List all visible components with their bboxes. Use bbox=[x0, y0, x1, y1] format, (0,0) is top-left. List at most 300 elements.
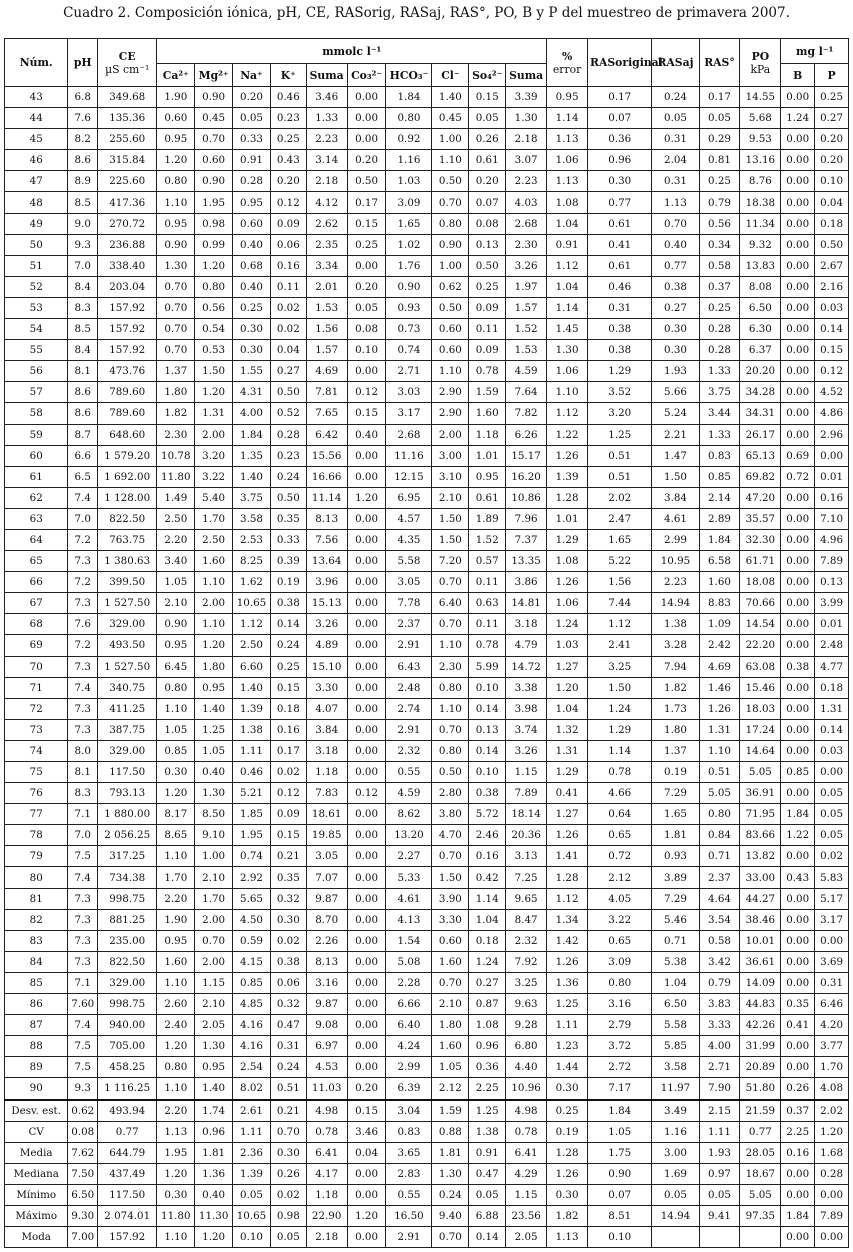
header-ion-mg: Mg²⁺ bbox=[195, 64, 233, 87]
cell-ras-aj: 0.40 bbox=[652, 234, 699, 255]
cell-ras-original: 3.52 bbox=[588, 382, 652, 403]
cell-ca: 6.45 bbox=[157, 656, 195, 677]
cell-suma-cations: 6.97 bbox=[306, 1036, 347, 1057]
cell-na: 1.12 bbox=[233, 614, 271, 635]
cell-b: 0.00 bbox=[781, 972, 815, 993]
cell-ras-original: 4.66 bbox=[588, 783, 652, 804]
cell-na: 4.16 bbox=[233, 1015, 271, 1036]
cell-na: 4.00 bbox=[233, 403, 271, 424]
cell-na: 1.38 bbox=[233, 719, 271, 740]
cell-na: 4.85 bbox=[233, 994, 271, 1015]
cell-ras-aj: 4.61 bbox=[652, 508, 699, 529]
cell-co3: 0.00 bbox=[347, 129, 386, 150]
cell-mg: 1.00 bbox=[195, 846, 233, 867]
cell-suma-cations: 2.26 bbox=[306, 930, 347, 951]
cell-so4: 0.25 bbox=[469, 276, 506, 297]
cell-na: 1.40 bbox=[233, 677, 271, 698]
cell-p: 0.05 bbox=[815, 783, 849, 804]
cell-num: 87 bbox=[5, 1015, 68, 1036]
cell-k: 0.16 bbox=[270, 255, 306, 276]
stats-row bbox=[5, 1142, 849, 1163]
cell-ph: 7.3 bbox=[68, 951, 98, 972]
cell-hco3: 1.76 bbox=[386, 255, 432, 276]
cell-p: 0.10 bbox=[815, 171, 849, 192]
cell-ph: 7.2 bbox=[68, 529, 98, 550]
cell-suma-anions: 3.26 bbox=[506, 740, 547, 761]
cell-cl: 1.05 bbox=[432, 1057, 469, 1078]
cell-ras-aj: 0.93 bbox=[652, 846, 699, 867]
cell-b: 0.00 bbox=[781, 614, 815, 635]
cell-k: 0.25 bbox=[270, 656, 306, 677]
table-row bbox=[5, 762, 849, 783]
cell-k: 0.50 bbox=[270, 382, 306, 403]
cell-p: 4.08 bbox=[815, 1078, 849, 1100]
cell-co3: 0.00 bbox=[347, 825, 386, 846]
cell-ras-o: 9.41 bbox=[699, 1205, 740, 1226]
cell-ce: 1 880.00 bbox=[98, 804, 157, 825]
header-ion-co3: Co₃²⁻ bbox=[347, 64, 386, 87]
cell-p: 4.77 bbox=[815, 656, 849, 677]
cell-na: 0.25 bbox=[233, 297, 271, 318]
cell-ca: 1.37 bbox=[157, 361, 195, 382]
cell-hco3: 2.68 bbox=[386, 424, 432, 445]
cell-suma-anions: 7.96 bbox=[506, 508, 547, 529]
cell-hco3: 5.33 bbox=[386, 867, 432, 888]
cell-ras-original: 1.14 bbox=[588, 740, 652, 761]
cell-ph: 8.6 bbox=[68, 150, 98, 171]
cell-na: 1.39 bbox=[233, 1163, 271, 1184]
cell-b: 0.00 bbox=[781, 1036, 815, 1057]
cell-co3: 0.00 bbox=[347, 508, 386, 529]
cell-suma-cations: 1.56 bbox=[306, 319, 347, 340]
cell-ras-original: 2.47 bbox=[588, 508, 652, 529]
cell-hco3: 2.83 bbox=[386, 1163, 432, 1184]
cell-ce: 399.50 bbox=[98, 572, 157, 593]
cell-suma-cations: 4.53 bbox=[306, 1057, 347, 1078]
cell-ras-aj: 1.69 bbox=[652, 1163, 699, 1184]
cell-ras-o: 1.33 bbox=[699, 361, 740, 382]
cell-so4: 0.10 bbox=[469, 677, 506, 698]
cell-po: 6.30 bbox=[740, 319, 781, 340]
cell-b: 0.38 bbox=[781, 656, 815, 677]
cell-so4: 0.42 bbox=[469, 867, 506, 888]
table-row bbox=[5, 1078, 849, 1100]
header-ion-k: K⁺ bbox=[270, 64, 306, 87]
cell-mg: 0.54 bbox=[195, 319, 233, 340]
cell-b: 0.00 bbox=[781, 1057, 815, 1078]
cell-error: 1.31 bbox=[547, 740, 588, 761]
cell-suma-anions: 2.23 bbox=[506, 171, 547, 192]
cell-co3: 0.08 bbox=[347, 319, 386, 340]
cell-ce: 236.88 bbox=[98, 234, 157, 255]
cell-suma-cations: 19.85 bbox=[306, 825, 347, 846]
cell-ce: 157.92 bbox=[98, 340, 157, 361]
cell-num: 67 bbox=[5, 593, 68, 614]
cell-p: 0.01 bbox=[815, 466, 849, 487]
cell-b: 0.26 bbox=[781, 1078, 815, 1100]
cell-error: 1.08 bbox=[547, 551, 588, 572]
cell-na: 8.02 bbox=[233, 1078, 271, 1100]
cell-cl: 3.80 bbox=[432, 804, 469, 825]
cell-ca: 11.80 bbox=[157, 1205, 195, 1226]
cell-so4: 0.15 bbox=[469, 87, 506, 108]
cell-suma-cations: 8.13 bbox=[306, 508, 347, 529]
cell-error: 1.28 bbox=[547, 487, 588, 508]
cell-error: 1.06 bbox=[547, 150, 588, 171]
cell-k: 0.21 bbox=[270, 846, 306, 867]
cell-co3: 1.20 bbox=[347, 1205, 386, 1226]
header-ion-hco3: HCO₃⁻ bbox=[386, 64, 432, 87]
header-ion-suma-anions: Suma bbox=[506, 64, 547, 87]
cell-ca: 0.90 bbox=[157, 614, 195, 635]
cell-ras-o: 0.05 bbox=[699, 108, 740, 129]
cell-ce: 493.50 bbox=[98, 635, 157, 656]
cell-ce: 789.60 bbox=[98, 382, 157, 403]
cell-ph: 8.6 bbox=[68, 382, 98, 403]
cell-ce: 329.00 bbox=[98, 614, 157, 635]
cell-co3: 0.00 bbox=[347, 762, 386, 783]
cell-co3: 0.00 bbox=[347, 740, 386, 761]
cell-ca: 1.20 bbox=[157, 783, 195, 804]
cell-k: 0.09 bbox=[270, 213, 306, 234]
cell-k: 0.02 bbox=[270, 762, 306, 783]
cell-cl: 0.80 bbox=[432, 677, 469, 698]
cell-num: 44 bbox=[5, 108, 68, 129]
cell-p: 0.14 bbox=[815, 319, 849, 340]
cell-na: 4.15 bbox=[233, 951, 271, 972]
cell-ras-original: 0.77 bbox=[588, 192, 652, 213]
cell-po: 20.89 bbox=[740, 1057, 781, 1078]
cell-so4: 0.27 bbox=[469, 972, 506, 993]
cell-na: 6.60 bbox=[233, 656, 271, 677]
cell-num: 76 bbox=[5, 783, 68, 804]
cell-k: 0.35 bbox=[270, 867, 306, 888]
cell-b: 0.00 bbox=[781, 297, 815, 318]
cell-ras-aj: 5.24 bbox=[652, 403, 699, 424]
cell-cl: 3.10 bbox=[432, 466, 469, 487]
cell-po: 31.99 bbox=[740, 1036, 781, 1057]
cell-suma-anions: 4.79 bbox=[506, 635, 547, 656]
cell-k: 0.32 bbox=[270, 888, 306, 909]
cell-ras-original: 0.07 bbox=[588, 1184, 652, 1205]
cell-suma-cations: 3.26 bbox=[306, 614, 347, 635]
cell-ce: 644.79 bbox=[98, 1142, 157, 1163]
cell-mg: 1.20 bbox=[195, 635, 233, 656]
table-row bbox=[5, 529, 849, 550]
header-ion-na: Na⁺ bbox=[233, 64, 271, 87]
table-row bbox=[5, 213, 849, 234]
cell-na: 2.61 bbox=[233, 1100, 271, 1122]
cell-suma-cations: 15.56 bbox=[306, 445, 347, 466]
cell-ph: 8.0 bbox=[68, 740, 98, 761]
cell-na: 1.84 bbox=[233, 424, 271, 445]
cell-ph: 7.60 bbox=[68, 994, 98, 1015]
stats-row bbox=[5, 1227, 849, 1248]
cell-ras-o: 0.83 bbox=[699, 445, 740, 466]
cell-ca: 1.60 bbox=[157, 951, 195, 972]
header-mgl: mg l⁻¹ bbox=[781, 39, 849, 64]
cell-na: 8.25 bbox=[233, 551, 271, 572]
cell-ras-o: 0.28 bbox=[699, 340, 740, 361]
cell-num: 85 bbox=[5, 972, 68, 993]
cell-co3: 0.15 bbox=[347, 403, 386, 424]
cell-suma-anions: 10.86 bbox=[506, 487, 547, 508]
cell-p: 2.48 bbox=[815, 635, 849, 656]
cell-ce: 157.92 bbox=[98, 297, 157, 318]
cell-cl: 3.00 bbox=[432, 445, 469, 466]
cell-cl: 0.88 bbox=[432, 1121, 469, 1142]
cell-mg: 1.20 bbox=[195, 382, 233, 403]
cell-p: 0.00 bbox=[815, 1184, 849, 1205]
cell-num: 83 bbox=[5, 930, 68, 951]
cell-error: 1.26 bbox=[547, 445, 588, 466]
cell-na: 0.74 bbox=[233, 846, 271, 867]
cell-ras-original: 0.17 bbox=[588, 87, 652, 108]
cell-ca: 2.20 bbox=[157, 888, 195, 909]
cell-cl: 0.70 bbox=[432, 719, 469, 740]
cell-suma-cations: 7.83 bbox=[306, 783, 347, 804]
cell-hco3: 1.84 bbox=[386, 87, 432, 108]
cell-k: 0.23 bbox=[270, 108, 306, 129]
cell-na: 2.53 bbox=[233, 529, 271, 550]
table-row bbox=[5, 424, 849, 445]
cell-ras-o: 0.51 bbox=[699, 762, 740, 783]
cell-k: 0.20 bbox=[270, 171, 306, 192]
cell-num: 90 bbox=[5, 1078, 68, 1100]
cell-so4: 0.05 bbox=[469, 108, 506, 129]
cell-suma-cations: 3.84 bbox=[306, 719, 347, 740]
cell-p: 7.89 bbox=[815, 1205, 849, 1226]
cell-suma-cations: 7.56 bbox=[306, 529, 347, 550]
cell-ras-o: 0.05 bbox=[699, 1184, 740, 1205]
cell-k: 0.12 bbox=[270, 192, 306, 213]
cell-suma-cations: 9.87 bbox=[306, 994, 347, 1015]
cell-ras-o: 0.79 bbox=[699, 192, 740, 213]
cell-na: 10.65 bbox=[233, 593, 271, 614]
cell-ce: 340.75 bbox=[98, 677, 157, 698]
cell-mg: 1.20 bbox=[195, 255, 233, 276]
cell-ce: 329.00 bbox=[98, 972, 157, 993]
table-row bbox=[5, 382, 849, 403]
cell-ras-o: 2.15 bbox=[699, 1100, 740, 1122]
cell-ca: 1.10 bbox=[157, 972, 195, 993]
cell-k: 0.47 bbox=[270, 1015, 306, 1036]
cell-ce: 822.50 bbox=[98, 508, 157, 529]
cell-hco3: 2.27 bbox=[386, 846, 432, 867]
cell-co3: 0.00 bbox=[347, 87, 386, 108]
header-p: P bbox=[815, 64, 849, 87]
cell-suma-anions: 18.14 bbox=[506, 804, 547, 825]
cell-so4: 0.96 bbox=[469, 1036, 506, 1057]
cell-mg: 1.25 bbox=[195, 719, 233, 740]
cell-co3: 0.00 bbox=[347, 994, 386, 1015]
cell-ras-aj: 5.58 bbox=[652, 1015, 699, 1036]
cell-mg: 5.40 bbox=[195, 487, 233, 508]
table-row bbox=[5, 340, 849, 361]
stat-label: CV bbox=[5, 1121, 68, 1142]
cell-k: 0.98 bbox=[270, 1205, 306, 1226]
cell-ph: 8.6 bbox=[68, 403, 98, 424]
header-ras-original: RASoriginal bbox=[588, 39, 652, 87]
cell-b: 0.00 bbox=[781, 382, 815, 403]
cell-error: 1.13 bbox=[547, 1227, 588, 1248]
cell-b: 0.00 bbox=[781, 551, 815, 572]
cell-error: 1.27 bbox=[547, 656, 588, 677]
cell-cl: 1.30 bbox=[432, 1163, 469, 1184]
cell-num: 56 bbox=[5, 361, 68, 382]
cell-po: 44.83 bbox=[740, 994, 781, 1015]
cell-cl: 1.60 bbox=[432, 951, 469, 972]
cell-ras-original: 0.65 bbox=[588, 825, 652, 846]
cell-b: 0.00 bbox=[781, 783, 815, 804]
cell-so4: 1.59 bbox=[469, 382, 506, 403]
cell-so4: 0.47 bbox=[469, 1163, 506, 1184]
cell-po: 15.46 bbox=[740, 677, 781, 698]
cell-co3: 0.00 bbox=[347, 930, 386, 951]
cell-ras-o: 8.83 bbox=[699, 593, 740, 614]
cell-hco3: 3.04 bbox=[386, 1100, 432, 1122]
cell-b: 0.41 bbox=[781, 1015, 815, 1036]
cell-ras-original: 2.12 bbox=[588, 867, 652, 888]
cell-na: 1.40 bbox=[233, 466, 271, 487]
cell-suma-anions: 3.39 bbox=[506, 87, 547, 108]
cell-ras-original: 0.36 bbox=[588, 129, 652, 150]
table-row bbox=[5, 234, 849, 255]
cell-na: 0.05 bbox=[233, 108, 271, 129]
cell-num: 89 bbox=[5, 1057, 68, 1078]
cell-hco3: 0.74 bbox=[386, 340, 432, 361]
cell-error: 1.30 bbox=[547, 340, 588, 361]
cell-cl: 0.80 bbox=[432, 213, 469, 234]
cell-po: 0.77 bbox=[740, 1121, 781, 1142]
cell-so4: 2.46 bbox=[469, 825, 506, 846]
table-row bbox=[5, 825, 849, 846]
cell-p: 0.50 bbox=[815, 234, 849, 255]
cell-hco3: 3.65 bbox=[386, 1142, 432, 1163]
cell-ca: 0.80 bbox=[157, 171, 195, 192]
cell-so4: 1.24 bbox=[469, 951, 506, 972]
cell-suma-anions: 1.97 bbox=[506, 276, 547, 297]
header-ras-o: RAS° bbox=[699, 39, 740, 87]
stat-label: Media bbox=[5, 1142, 68, 1163]
cell-ras-o: 2.71 bbox=[699, 1057, 740, 1078]
cell-hco3: 11.16 bbox=[386, 445, 432, 466]
cell-co3: 0.15 bbox=[347, 213, 386, 234]
cell-ras-original: 1.24 bbox=[588, 698, 652, 719]
cell-na: 0.68 bbox=[233, 255, 271, 276]
cell-suma-anions: 9.63 bbox=[506, 994, 547, 1015]
cell-ras-original: 0.31 bbox=[588, 297, 652, 318]
cell-ph: 7.4 bbox=[68, 487, 98, 508]
cell-ph: 9.3 bbox=[68, 1078, 98, 1100]
cell-suma-anions: 1.53 bbox=[506, 340, 547, 361]
cell-error: 1.45 bbox=[547, 319, 588, 340]
cell-ras-original: 0.61 bbox=[588, 213, 652, 234]
cell-p: 0.03 bbox=[815, 740, 849, 761]
cell-k: 0.02 bbox=[270, 1184, 306, 1205]
cell-so4: 0.13 bbox=[469, 234, 506, 255]
cell-ca: 8.17 bbox=[157, 804, 195, 825]
cell-ce: 940.00 bbox=[98, 1015, 157, 1036]
cell-suma-anions: 8.47 bbox=[506, 909, 547, 930]
cell-cl: 0.70 bbox=[432, 192, 469, 213]
cell-ras-o: 0.25 bbox=[699, 171, 740, 192]
cell-ce: 473.76 bbox=[98, 361, 157, 382]
cell-so4: 0.10 bbox=[469, 762, 506, 783]
cell-na: 1.11 bbox=[233, 1121, 271, 1142]
cell-k: 0.16 bbox=[270, 719, 306, 740]
cell-mg: 2.00 bbox=[195, 951, 233, 972]
cell-p: 3.99 bbox=[815, 593, 849, 614]
cell-b: 0.00 bbox=[781, 846, 815, 867]
cell-cl: 1.50 bbox=[432, 867, 469, 888]
cell-suma-cations: 7.81 bbox=[306, 382, 347, 403]
cell-ca: 1.10 bbox=[157, 1078, 195, 1100]
cell-num: 74 bbox=[5, 740, 68, 761]
cell-ph: 8.5 bbox=[68, 319, 98, 340]
cell-suma-anions: 0.78 bbox=[506, 1121, 547, 1142]
cell-mg: 11.30 bbox=[195, 1205, 233, 1226]
cell-hco3: 7.78 bbox=[386, 593, 432, 614]
cell-co3: 0.00 bbox=[347, 445, 386, 466]
cell-error: 1.04 bbox=[547, 276, 588, 297]
stat-label: Moda bbox=[5, 1227, 68, 1248]
cell-p: 0.13 bbox=[815, 572, 849, 593]
cell-na: 3.75 bbox=[233, 487, 271, 508]
cell-p: 4.96 bbox=[815, 529, 849, 550]
cell-ph: 7.0 bbox=[68, 508, 98, 529]
cell-mg: 0.40 bbox=[195, 1184, 233, 1205]
cell-ras-aj: 0.30 bbox=[652, 319, 699, 340]
cell-mg: 1.81 bbox=[195, 1142, 233, 1163]
cell-ce: 789.60 bbox=[98, 403, 157, 424]
cell-ca: 0.60 bbox=[157, 108, 195, 129]
cell-ph: 7.2 bbox=[68, 635, 98, 656]
cell-suma-cations: 3.96 bbox=[306, 572, 347, 593]
cell-ca: 1.10 bbox=[157, 1227, 195, 1248]
cell-so4: 0.16 bbox=[469, 846, 506, 867]
cell-ce: 705.00 bbox=[98, 1036, 157, 1057]
cell-suma-cations: 11.14 bbox=[306, 487, 347, 508]
cell-k: 0.33 bbox=[270, 529, 306, 550]
cell-mg: 0.90 bbox=[195, 87, 233, 108]
cell-ras-o: 0.80 bbox=[699, 804, 740, 825]
cell-ce: 203.04 bbox=[98, 276, 157, 297]
table-row bbox=[5, 276, 849, 297]
cell-error: 1.10 bbox=[547, 382, 588, 403]
cell-co3: 0.00 bbox=[347, 972, 386, 993]
cell-num: 70 bbox=[5, 656, 68, 677]
cell-ph: 8.4 bbox=[68, 276, 98, 297]
cell-ras-aj: 1.93 bbox=[652, 361, 699, 382]
cell-ca: 1.95 bbox=[157, 1142, 195, 1163]
cell-num: 48 bbox=[5, 192, 68, 213]
cell-po: 71.95 bbox=[740, 804, 781, 825]
cell-ph: 8.7 bbox=[68, 424, 98, 445]
cell-ras-o: 3.54 bbox=[699, 909, 740, 930]
cell-ca: 0.95 bbox=[157, 213, 195, 234]
cell-hco3: 2.99 bbox=[386, 1057, 432, 1078]
cell-ce: 734.38 bbox=[98, 867, 157, 888]
cell-ras-original: 2.41 bbox=[588, 635, 652, 656]
cell-hco3: 6.39 bbox=[386, 1078, 432, 1100]
cell-cl: 1.00 bbox=[432, 255, 469, 276]
cell-p: 0.04 bbox=[815, 192, 849, 213]
cell-b: 0.00 bbox=[781, 698, 815, 719]
cell-ras-o: 1.60 bbox=[699, 572, 740, 593]
cell-na: 1.35 bbox=[233, 445, 271, 466]
cell-suma-anions: 1.57 bbox=[506, 297, 547, 318]
